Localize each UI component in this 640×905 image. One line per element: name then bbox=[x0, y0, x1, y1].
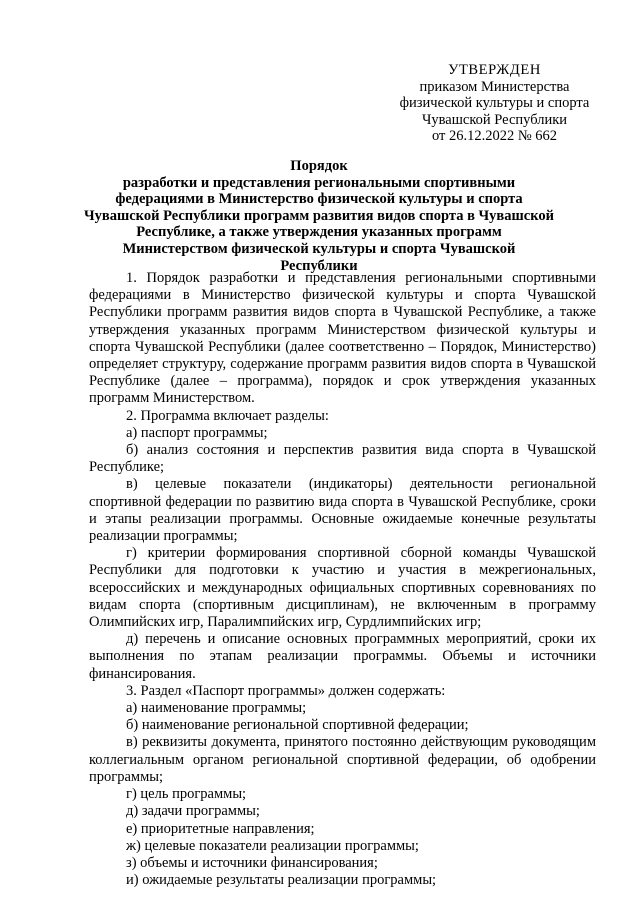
list-item: а) наименование программы; bbox=[126, 700, 307, 717]
document-title: Порядок bbox=[290, 158, 348, 174]
list-item: и) ожидаемые результаты реализации программы; bbox=[126, 872, 437, 889]
list-item: д) задачи программы; bbox=[126, 803, 260, 820]
document-subtitle: разработки и представления региональными спортивными федерациями в Министерство физической культуры и спорта Чувашской Республики программ развития видов спорта в Чувашской Республике, а также утверждения указанных программ Министерством физической культуры и спорта Чувашской Республики bbox=[84, 174, 554, 274]
paragraph: 2. Программа включает разделы: bbox=[126, 407, 329, 424]
paragraph: 1. Порядок разработки и представления региональными спортивными федерациями в Министерство физической культуры и спорта Чувашской Республики программ развития видов спорта в Чувашской Республике, а также утверждения указанных программ Министерством физической культуры и спорта Чувашской Республики (далее соответственно – Порядок, Министерство) определяет структуру, содержание программ развития видов спорта в Чувашской Республике (далее – программа), порядок и срок утверждения указанных программ Министерством. bbox=[89, 270, 596, 407]
list-item: ж) целевые показатели реализации программы; bbox=[126, 837, 419, 854]
list-item: в) реквизиты документа, принятого постоянно действующим руководящим коллегиальным органом региональной спортивной федерации, об одобрении программы; bbox=[89, 734, 596, 785]
document-body bbox=[89, 270, 596, 889]
list-item: а) паспорт программы; bbox=[126, 424, 268, 441]
approval-line: Чувашской Республики bbox=[421, 111, 568, 128]
approval-stamp bbox=[392, 62, 597, 145]
document-title-block bbox=[84, 158, 554, 274]
list-item: г) цель программы; bbox=[126, 786, 247, 803]
list-item: е) приоритетные направления; bbox=[126, 820, 315, 837]
paragraph: 3. Раздел «Паспорт программы» должен содержать: bbox=[126, 682, 446, 699]
list-item: д) перечень и описание основных программных мероприятий, сроки их выполнения по этапам реализации программы. Объемы и источники финансирования. bbox=[89, 631, 596, 682]
approval-line: физической культуры и спорта bbox=[399, 95, 590, 112]
list-item: г) критерии формирования спортивной сборной команды Чувашской Республики для подготовки к участию и участия в межрегиональных, всероссийских и международных официальных спортивных соревнованиях по видам спорта (спортивным дисциплинам), не включенным в программу Олимпийских игр, Паралимпийских игр, Сурдлимпийских игр; bbox=[89, 545, 596, 631]
approval-title: УТВЕРЖДЕН bbox=[448, 62, 541, 78]
list-item: в) целевые показатели (индикаторы) деятельности региональной спортивной федерации по развитию вида спорта в Чувашской Республике, сроки и этапы реализации программы. Основные ожидаемые конечные результаты реализации программы; bbox=[89, 476, 596, 545]
approval-date: от 26.12.2022 № 662 bbox=[431, 128, 558, 145]
list-item: б) наименование региональной спортивной федерации; bbox=[126, 717, 469, 734]
list-item: з) объемы и источники финансирования; bbox=[126, 854, 378, 871]
approval-line: приказом Министерства bbox=[419, 78, 570, 95]
list-item: б) анализ состояния и перспектив развития вида спорта в Чувашской Республике; bbox=[89, 442, 596, 476]
